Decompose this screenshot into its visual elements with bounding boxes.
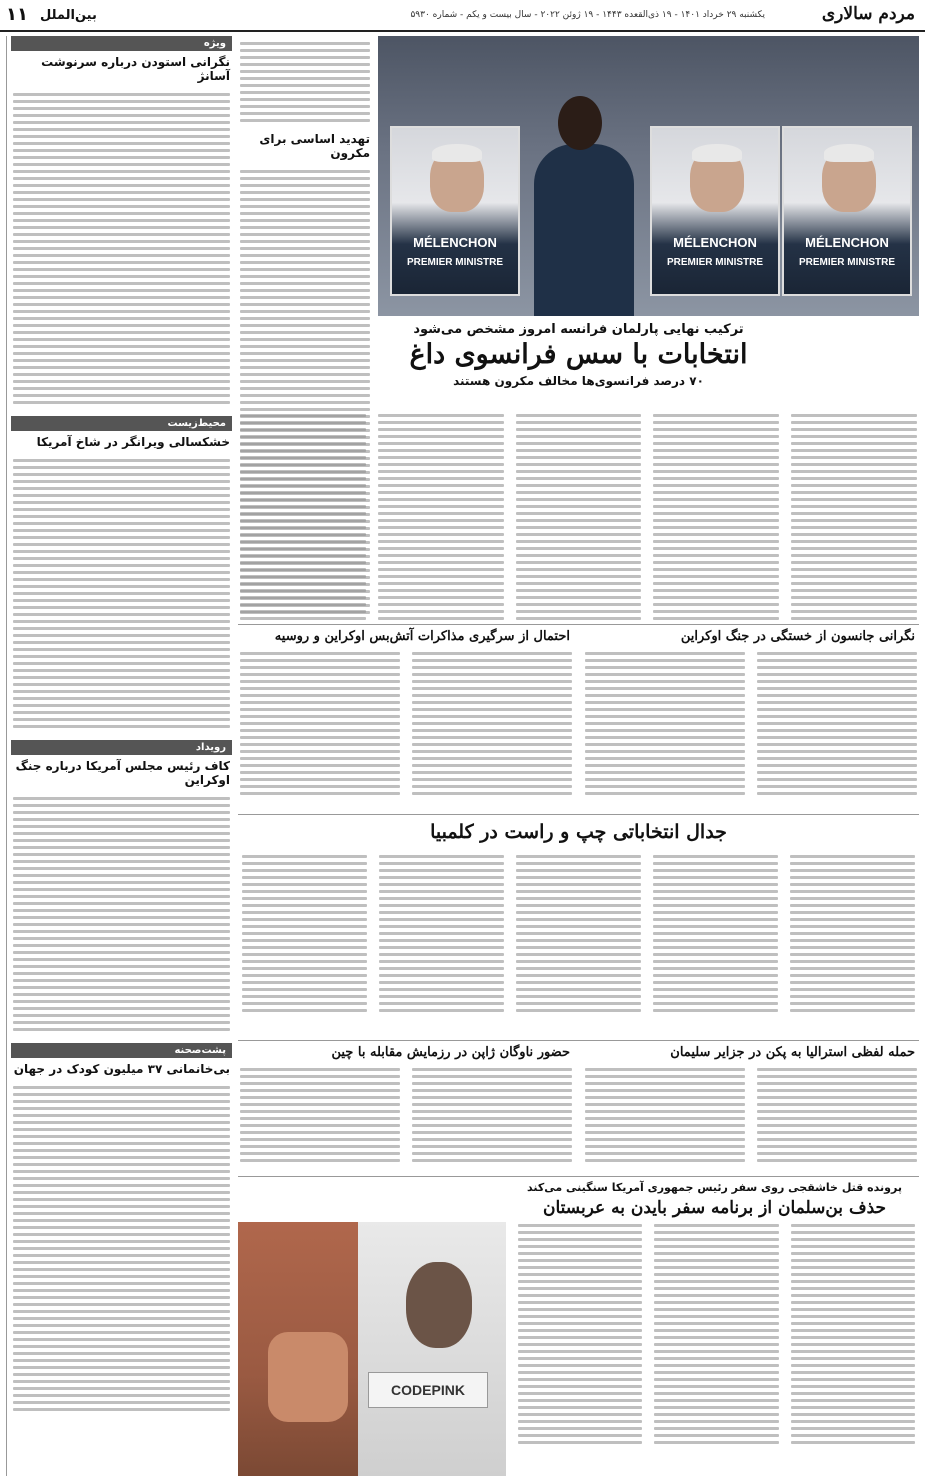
sidebar-title: بی‌خانمانی ۳۷ میلیون کودک در جهان <box>13 1062 230 1076</box>
sidebar-story <box>11 740 232 1037</box>
painted-hands <box>268 1332 348 1422</box>
dateline: یکشنبه ۲۹ خرداد ۱۴۰۱ - ۱۹ ذی‌القعده ۱۴۴۳ - ۱۹ ژوئن ۲۰۲۲ - سال بیست و یکم - شماره ۵۹۳۰ <box>410 10 765 20</box>
story-title: حمله لفظی استرالیا به پکن در جزایر سلیمان <box>670 1045 915 1060</box>
sidebar-story <box>11 36 232 410</box>
page-number: ۱۱ <box>6 4 28 25</box>
sidebar <box>6 36 232 1476</box>
body-text <box>789 408 919 624</box>
hero-subtitle: ۷۰ درصد فرانسوی‌ها مخالف مکرون هستند <box>453 374 704 388</box>
sidebar-kicker: ویژه <box>11 36 232 51</box>
poster-name: MÉLENCHON <box>673 235 757 250</box>
sidebar-title: نگرانی استودن درباره سرنوشت آسانژ <box>41 55 230 83</box>
sidebar-title: کاف رئیس مجلس آمریکا درباره جنگ اوکراین <box>15 759 230 787</box>
story-ukraine-fatigue <box>583 625 919 801</box>
body-text <box>238 408 368 624</box>
story-title: نگرانی جانسون از خستگی در جنگ اوکراین <box>680 629 915 644</box>
newspaper-logo: مردم سالاری <box>821 4 915 24</box>
story-row-ukraine <box>238 624 919 814</box>
side-heading: تهدید اساسی برای مکرون <box>259 132 370 160</box>
story-title: جدال انتخاباتی چپ و راست در کلمبیا <box>430 821 727 843</box>
campaign-poster <box>782 126 912 296</box>
body-text <box>11 87 232 410</box>
hero-photo <box>378 36 919 316</box>
poster-role: PREMIER MINISTRE <box>406 257 504 268</box>
story-japan <box>238 1041 574 1168</box>
sidebar-kicker: محیط‌زیست <box>11 416 232 431</box>
pedestrian-figure <box>528 96 638 316</box>
poster-role: PREMIER MINISTRE <box>666 257 764 268</box>
story-title: حذف بن‌سلمان از برنامه سفر بایدن به عربستان <box>542 1198 887 1218</box>
story-ukraine-talks <box>238 625 574 801</box>
story-colombia <box>238 814 919 1040</box>
story-row-pacific <box>238 1040 919 1176</box>
hero-title: انتخابات با سس فرانسوی داغ <box>409 339 748 370</box>
campaign-poster <box>650 126 780 296</box>
body-text <box>651 408 781 624</box>
story-kicker: پرونده قتل خاشقجی روی سفر رئیس جمهوری آمریکا سنگینی می‌کند <box>527 1181 902 1194</box>
protest-sign: CODEPINK <box>368 1372 488 1408</box>
protest-photo <box>238 1222 506 1476</box>
campaign-poster <box>390 126 520 296</box>
poster-name: MÉLENCHON <box>805 235 889 250</box>
body-text <box>11 1080 232 1417</box>
body-text <box>238 36 372 128</box>
body-text <box>514 408 644 624</box>
hero-kicker: ترکیب نهایی پارلمان فرانسه امروز مشخص می‌شود <box>413 322 744 337</box>
body-text <box>11 453 232 734</box>
portrait <box>406 1262 472 1348</box>
hero-body <box>238 408 919 624</box>
sidebar-story <box>11 416 232 734</box>
sidebar-kicker: رویداد <box>11 740 232 755</box>
body-text <box>11 791 232 1037</box>
story-title: احتمال از سرگیری مذاکرات آتش‌بس اوکراین و روسیه <box>274 629 570 644</box>
body-text <box>376 408 506 624</box>
sidebar-title: خشکسالی ویرانگر در شاخ آمریکا <box>36 435 230 449</box>
poster-name: MÉLENCHON <box>413 235 497 250</box>
hero-headline <box>238 322 919 388</box>
sidebar-kicker: پشت‌صحنه <box>11 1043 232 1058</box>
poster-role: PREMIER MINISTRE <box>798 257 896 268</box>
sidebar-story <box>11 1043 232 1417</box>
story-title: حضور ناوگان ژاپن در رزمایش مقابله با چین <box>331 1045 570 1060</box>
masthead <box>0 0 925 32</box>
story-australia <box>583 1041 919 1168</box>
section-name: بین‌الملل <box>40 8 97 23</box>
